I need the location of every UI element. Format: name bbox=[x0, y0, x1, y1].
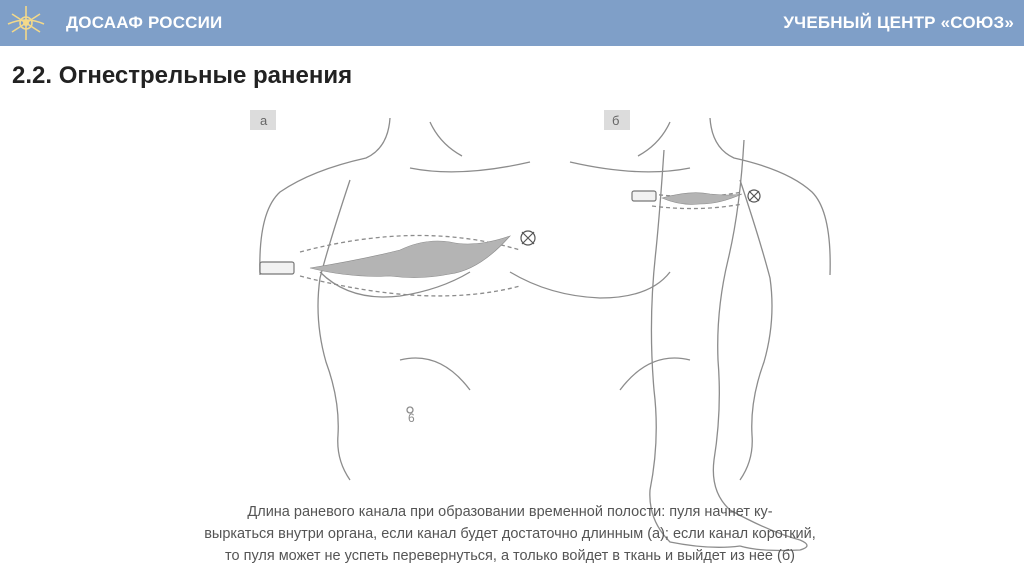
gunshot-wound-illustration bbox=[240, 100, 850, 570]
center-name: УЧЕБНЫЙ ЦЕНТР «СОЮЗ» bbox=[783, 13, 1014, 32]
figure-caption bbox=[180, 501, 840, 567]
navel-mark: 6 bbox=[408, 411, 415, 425]
dosaaf-emblem-icon bbox=[4, 2, 48, 44]
caption-line-1: Длина раневого канала при образовании временной полости: пуля начнет ку- bbox=[247, 504, 773, 520]
caption-line-2: выркаться внутри органа, если канал будет достаточно длинным (а); если канал короткий, bbox=[204, 526, 816, 542]
slide-title: 2.2. Огнестрельные ранения bbox=[12, 62, 353, 89]
panel-label-a: а bbox=[260, 113, 268, 128]
caption-line-3: то пуля может не успеть перевернуться, а только войдет в ткань и выйдет из нее (б) bbox=[225, 548, 795, 564]
org-name: ДОСААФ РОССИИ bbox=[66, 13, 223, 32]
panel-label-b: б bbox=[612, 113, 620, 128]
wound-channel-a bbox=[310, 236, 510, 278]
header-bar bbox=[0, 0, 1024, 46]
